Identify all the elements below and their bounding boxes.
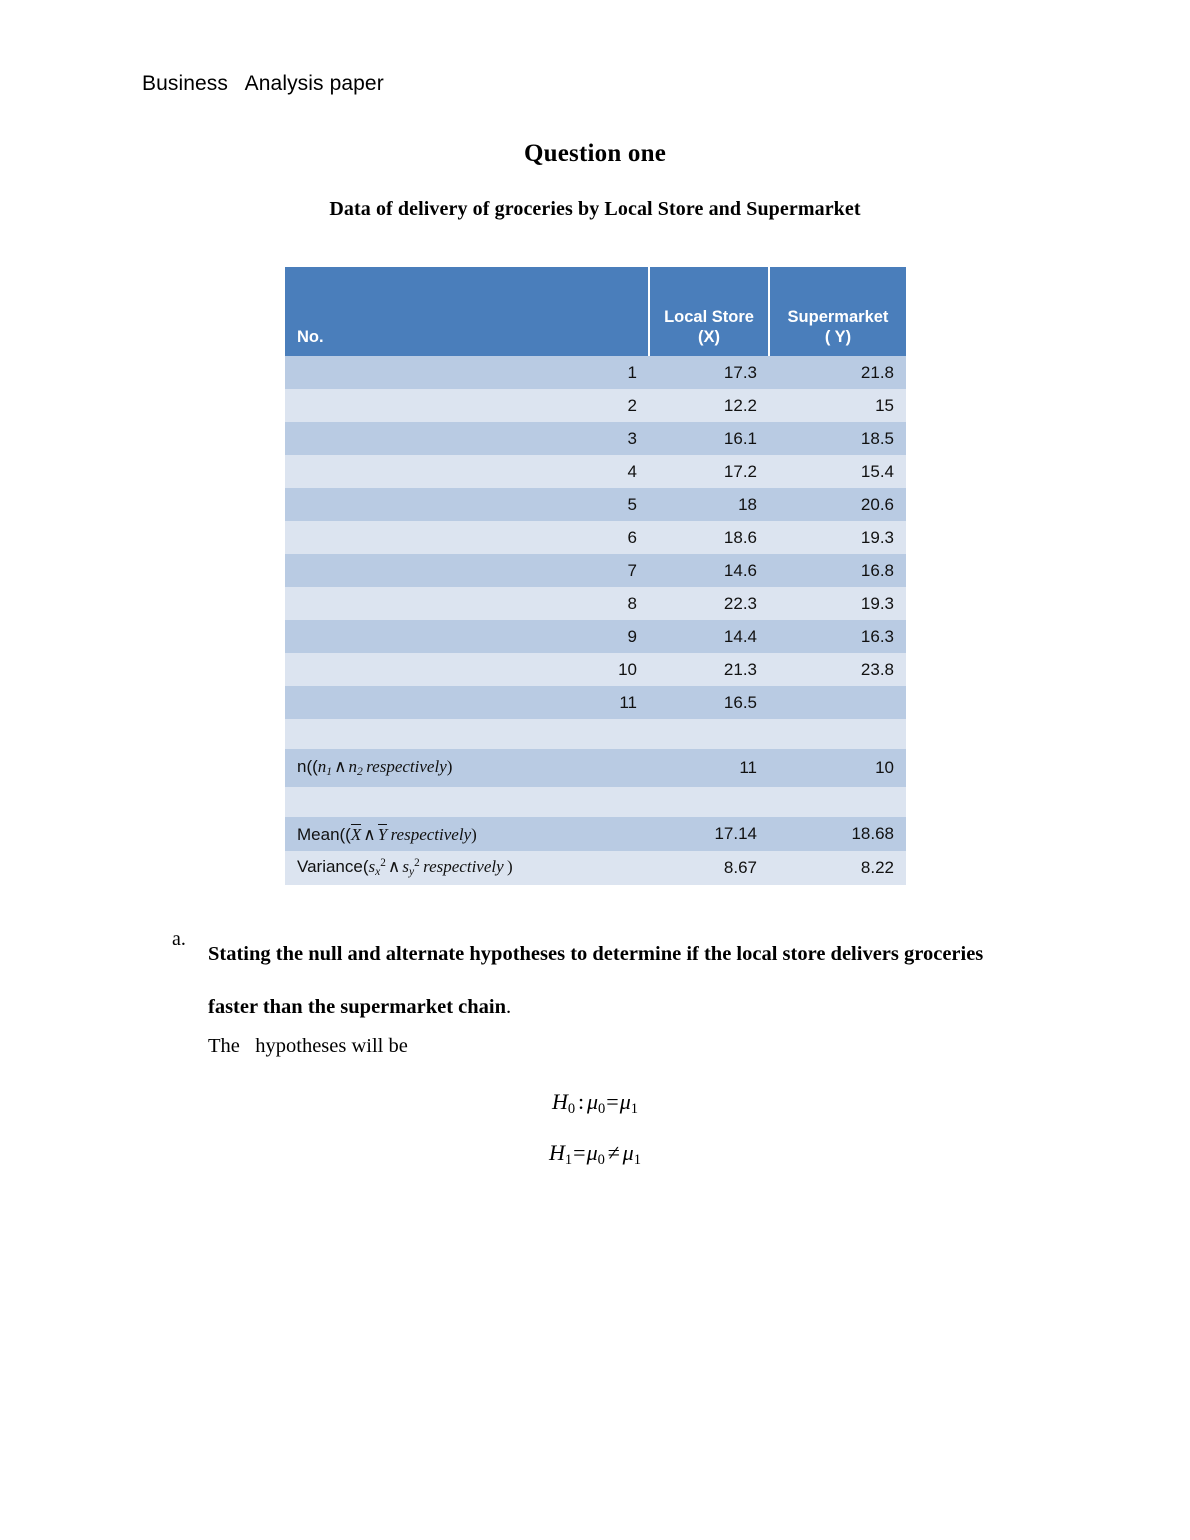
- column-header-supermarket-line1: Supermarket: [787, 307, 889, 326]
- cell-supermarket: 16.8: [770, 554, 906, 587]
- cell-local-store: 14.6: [650, 554, 770, 587]
- cell-supermarket: 19.3: [770, 587, 906, 620]
- running-header: Business Analysis paper: [142, 72, 384, 95]
- cell-spacer: [770, 719, 906, 749]
- cell-local-store: 17.2: [650, 455, 770, 488]
- cell-mean-local-store: 17.14: [650, 817, 770, 851]
- table-body: [285, 356, 906, 885]
- cell-mean-supermarket: 18.68: [770, 817, 906, 851]
- table-row-mean: [285, 817, 906, 851]
- cell-no: 9: [285, 620, 650, 653]
- question-text-block: [208, 928, 1002, 1035]
- table-row: [285, 653, 906, 686]
- cell-supermarket: 19.3: [770, 521, 906, 554]
- table-spacer-row: [285, 719, 906, 749]
- table-row-n: [285, 749, 906, 787]
- cell-no: 7: [285, 554, 650, 587]
- column-header-local-store-line2: (X): [698, 327, 720, 346]
- cell-no: 1: [285, 356, 650, 389]
- table-row: [285, 488, 906, 521]
- table-row: [285, 587, 906, 620]
- question-trailing-period: .: [506, 996, 512, 1019]
- cell-spacer: [770, 787, 906, 817]
- cell-supermarket: 23.8: [770, 653, 906, 686]
- column-header-no: No.: [285, 267, 650, 356]
- table-header-row: [285, 267, 906, 356]
- table-row: [285, 686, 906, 719]
- cell-spacer: [285, 719, 650, 749]
- table-row: [285, 356, 906, 389]
- page-title: Question one: [524, 140, 666, 167]
- cell-local-store: 14.4: [650, 620, 770, 653]
- cell-spacer: [285, 787, 650, 817]
- question-marker: a.: [172, 928, 186, 950]
- column-header-supermarket-line2: ( Y): [824, 327, 852, 346]
- stat-label-mean: Mean((X ∧ Y respectively): [285, 817, 650, 851]
- cell-no: 4: [285, 455, 650, 488]
- delivery-data-table: [285, 267, 906, 885]
- table-row: [285, 620, 906, 653]
- cell-no: 11: [285, 686, 650, 719]
- table-row: [285, 554, 906, 587]
- cell-supermarket: 15: [770, 389, 906, 422]
- table-row: [285, 389, 906, 422]
- cell-no: 10: [285, 653, 650, 686]
- cell-supermarket: 18.5: [770, 422, 906, 455]
- question-list-item: [172, 928, 1002, 1035]
- hypotheses-lead-in: The hypotheses will be: [208, 1035, 408, 1057]
- table-row: [285, 422, 906, 455]
- equation-alternate-hypothesis: $H_1=\mu_0$ ≠ $\mu_1$: [549, 1140, 641, 1168]
- cell-no: 2: [285, 389, 650, 422]
- cell-supermarket: 21.8: [770, 356, 906, 389]
- table-row: [285, 521, 906, 554]
- page-subtitle: Data of delivery of groceries by Local Store and Supermarket: [329, 198, 861, 220]
- cell-supermarket: 16.3: [770, 620, 906, 653]
- column-header-supermarket: [770, 267, 906, 356]
- cell-local-store: 18.6: [650, 521, 770, 554]
- cell-n-supermarket: 10: [770, 749, 906, 787]
- cell-spacer: [650, 719, 770, 749]
- table-row: [285, 455, 906, 488]
- cell-supermarket: 20.6: [770, 488, 906, 521]
- column-header-local-store: [650, 267, 770, 356]
- equation-null-hypothesis: $H_0$ : $\mu_0=\mu_1$: [552, 1089, 638, 1117]
- cell-no: 6: [285, 521, 650, 554]
- question-text: Stating the null and alternate hypotheses to determine if the local store delivers groceries faster than the supermarket chain: [208, 943, 984, 1019]
- stat-label-variance: $Variance(s_x^2$ ∧ $s_y^2$ respectively ): [285, 851, 650, 885]
- column-header-local-store-line1: Local Store: [664, 307, 754, 326]
- cell-local-store: 17.3: [650, 356, 770, 389]
- table-header: [285, 267, 906, 356]
- cell-no: 3: [285, 422, 650, 455]
- cell-spacer: [650, 787, 770, 817]
- cell-local-store: 12.2: [650, 389, 770, 422]
- cell-no: 8: [285, 587, 650, 620]
- cell-local-store: 22.3: [650, 587, 770, 620]
- table-spacer-row: [285, 787, 906, 817]
- cell-local-store: 18: [650, 488, 770, 521]
- cell-local-store: 21.3: [650, 653, 770, 686]
- cell-supermarket: [770, 686, 906, 719]
- cell-variance-supermarket: 8.22: [770, 851, 906, 885]
- table-row-variance: [285, 851, 906, 885]
- cell-local-store: 16.1: [650, 422, 770, 455]
- cell-variance-local-store: 8.67: [650, 851, 770, 885]
- cell-n-local-store: 11: [650, 749, 770, 787]
- cell-local-store: 16.5: [650, 686, 770, 719]
- stat-label-n: $n((n_1$ ∧ $n_2$ respectively): [285, 749, 650, 787]
- cell-supermarket: 15.4: [770, 455, 906, 488]
- cell-no: 5: [285, 488, 650, 521]
